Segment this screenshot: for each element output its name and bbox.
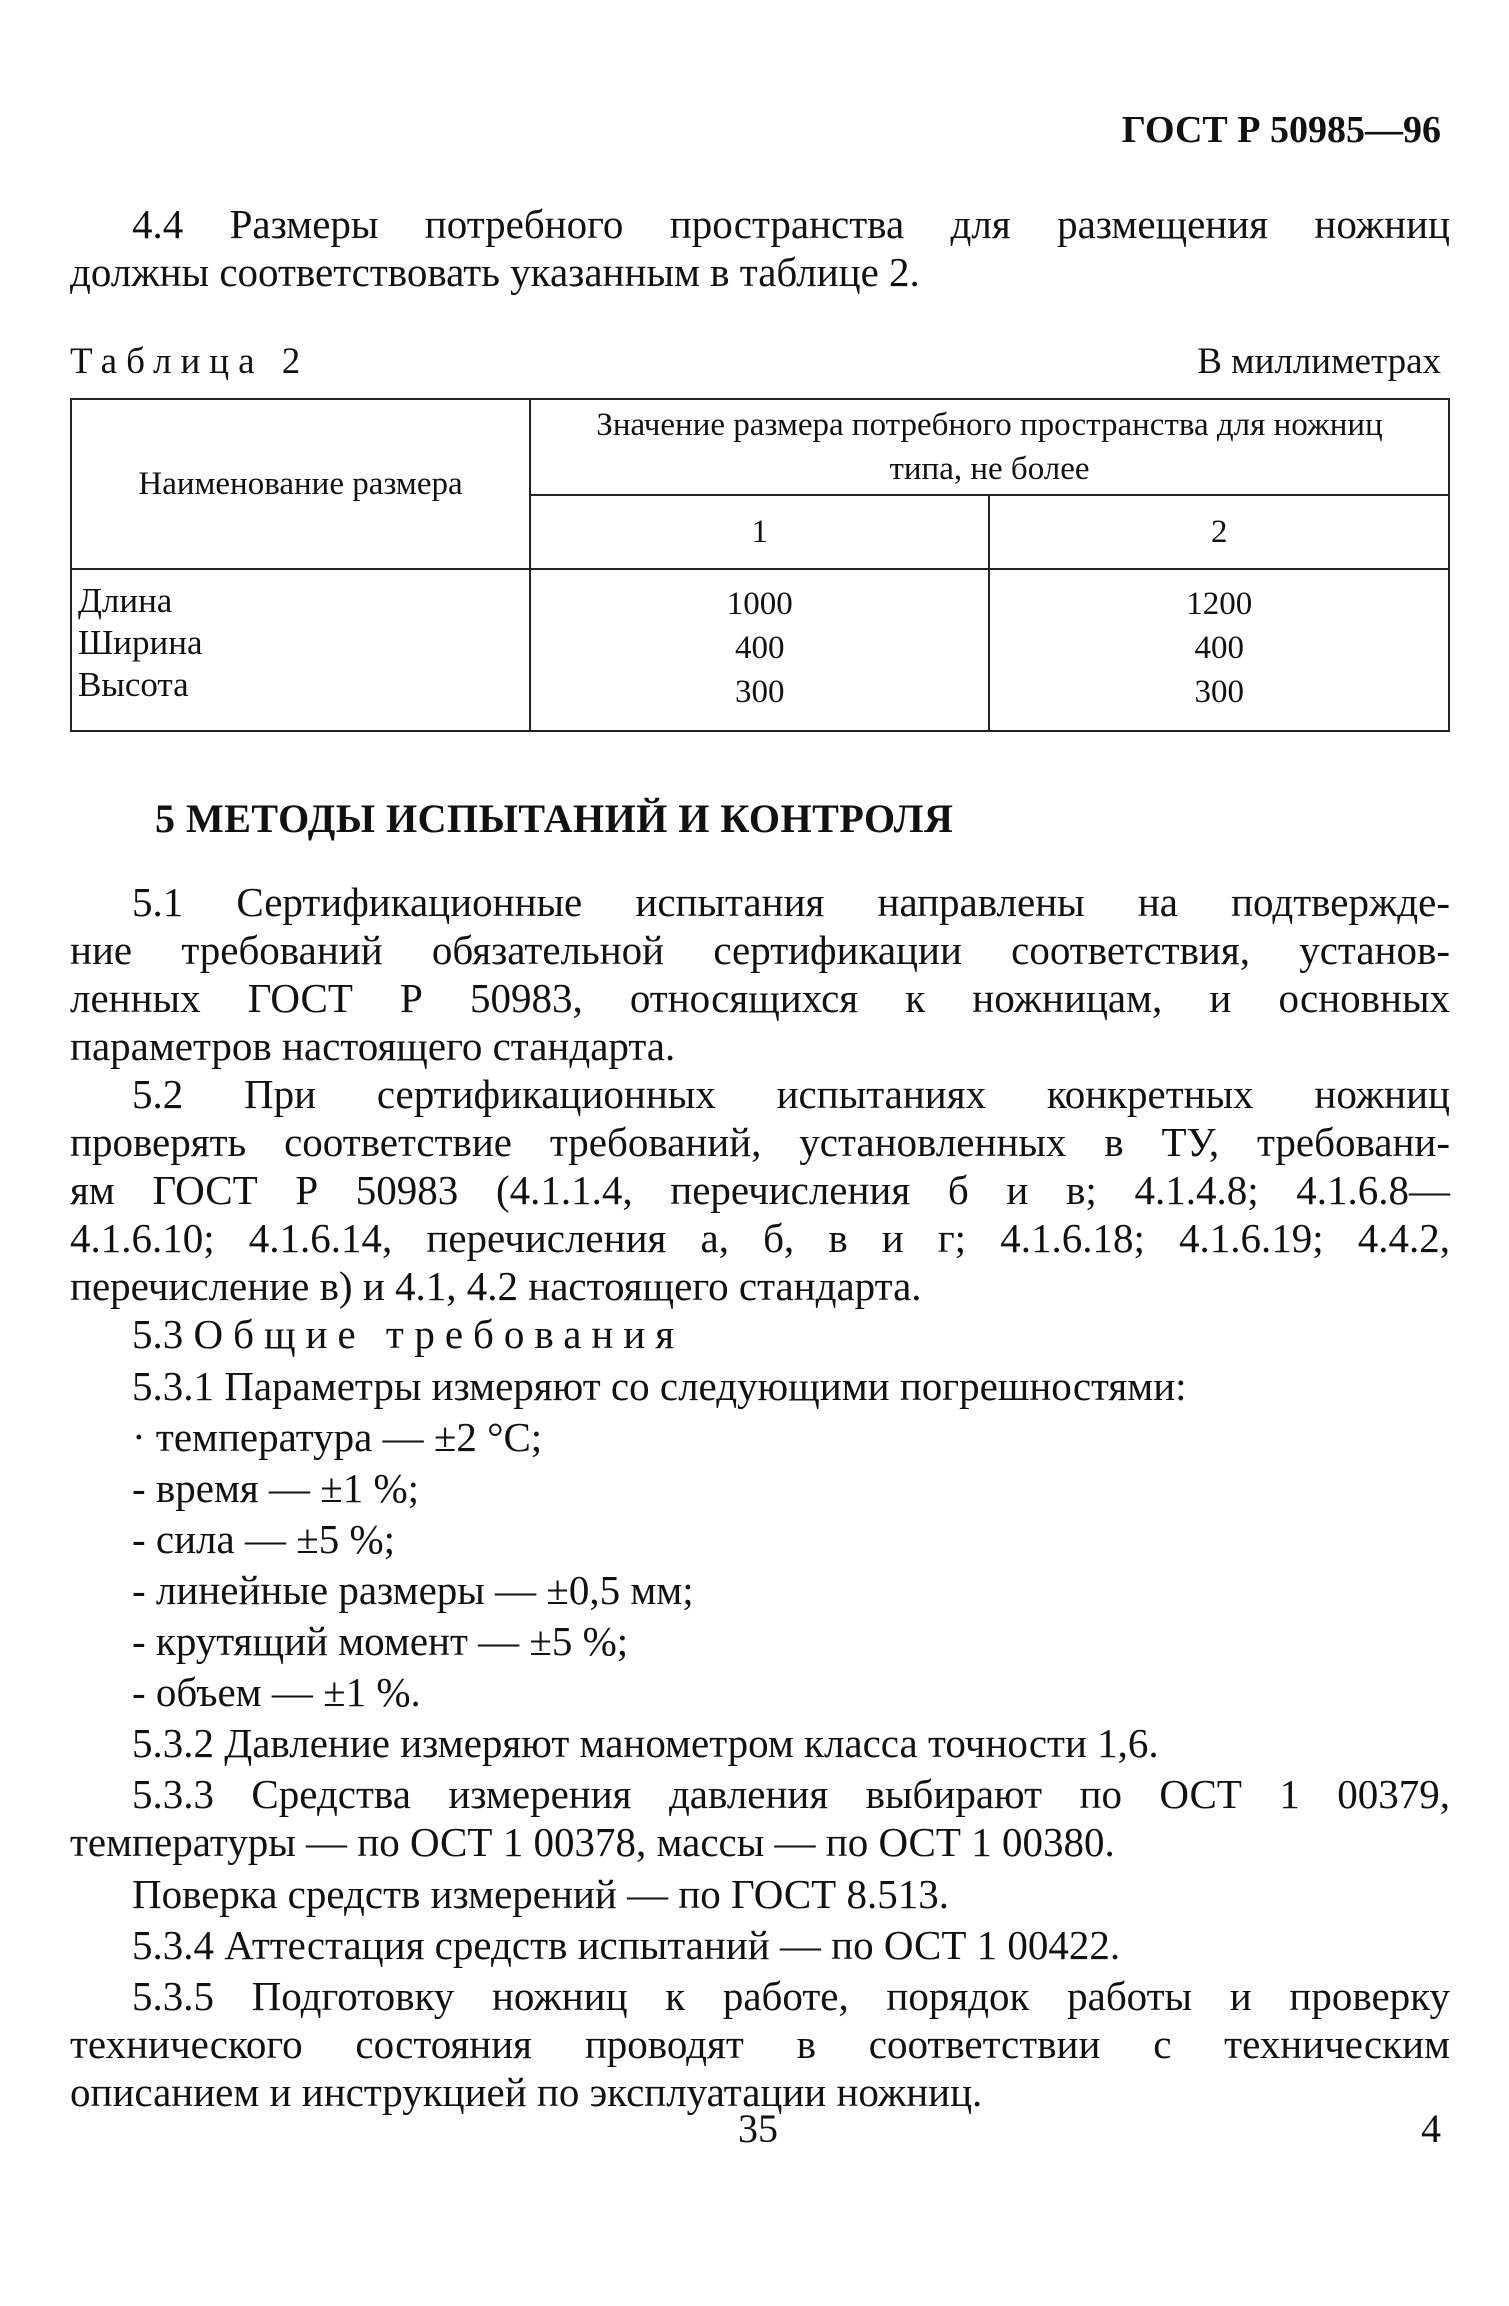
text-line: технического состояния проводят в соответствии с техническим — [70, 2021, 1450, 2067]
paragraph-5-2 — [70, 1070, 1450, 1310]
table-cell: 400 — [1194, 630, 1244, 666]
table-cell: 300 — [734, 674, 785, 710]
sub-header-type-2: 2 — [989, 495, 1449, 569]
col-value-header: Значение размера потребного пространства для ножниц типа, не более — [530, 399, 1449, 495]
tolerance-item: - объем — ±1 %. — [132, 1669, 421, 1715]
text-line: 5.1 Сертификационные испытания направлены на подтвержде- — [132, 879, 1450, 925]
table-caption: Таблица 2 — [70, 341, 310, 382]
tolerance-item: - время — ±1 %; — [132, 1465, 420, 1511]
text-line: ние требований обязательной сертификации соответствия, установ- — [70, 927, 1450, 973]
intro-paragraph — [70, 200, 1450, 296]
paragraph-5-3-4: 5.3.4 Аттестация средств испытаний — по ОСТ 1 00422. — [132, 1922, 1121, 1968]
paragraph-5-3-3-verification: Поверка средств измерений — по ГОСТ 8.513. — [132, 1871, 949, 1917]
table-cell: 400 — [734, 630, 785, 666]
row-names-cell — [71, 569, 530, 731]
paragraph-5-3-5 — [70, 1972, 1450, 2116]
text-line: температуры — по ОСТ 1 00378, массы — по ОСТ 1 00380. — [70, 1819, 1115, 1865]
row-name: Длина — [78, 581, 173, 620]
paragraph-5-3-2: 5.3.2 Давление измеряют манометром класса точности 1,6. — [132, 1720, 1159, 1766]
intro-line: 4.4 Размеры потребного пространства для размещения ножниц — [132, 201, 1450, 247]
tolerance-item: - сила — ±5 %; — [132, 1516, 395, 1562]
text-line: 4.1.6.10; 4.1.6.14, перечисления а, б, в и г; 4.1.6.18; 4.1.6.19; 4.4.2, — [70, 1215, 1450, 1261]
paragraph-5-1 — [70, 878, 1450, 1070]
size-table — [70, 398, 1450, 732]
text-line: 5.3.3 Средства измерения давления выбирают по ОСТ 1 00379, — [132, 1771, 1450, 1817]
page-number: 35 — [738, 2106, 778, 2151]
paragraph-5-3 — [132, 1310, 684, 1358]
text-line: параметров настоящего стандарта. — [70, 1023, 676, 1069]
text-line: 5.2 При сертификационных испытаниях конкретных ножниц — [132, 1071, 1450, 1117]
section-title: 5 МЕТОДЫ ИСПЫТАНИЙ И КОНТРОЛЯ — [155, 796, 954, 841]
sub-header-type-1: 1 — [530, 495, 989, 569]
table-cell: 300 — [1194, 674, 1244, 710]
text-line: 5.3.5 Подготовку ножниц к работе, порядок работы и проверку — [132, 1973, 1450, 2019]
text-line: ям ГОСТ Р 50983 (4.1.1.4, перечисления б и в; 4.1.4.8; 4.1.6.8— — [70, 1167, 1450, 1213]
paragraph-5-3-1: 5.3.1 Параметры измеряют со следующими погрешностями: — [132, 1363, 1187, 1409]
row-name: Ширина — [78, 623, 203, 662]
text-line: перечисление в) и 4.1, 4.2 настоящего стандарта. — [70, 1263, 922, 1309]
text-line: ленных ГОСТ Р 50983, относящихся к ножницам, и основных — [70, 975, 1450, 1021]
sheet-number: 4 — [1421, 2106, 1441, 2151]
table-unit: В миллиметрах — [1197, 341, 1441, 382]
paragraph-5-3-3 — [70, 1770, 1450, 1866]
clause-number: 5.3 — [132, 1311, 184, 1357]
row-name: Высота — [78, 665, 189, 704]
text-line: описанием и инструкцией по эксплуатации ножниц. — [70, 2069, 983, 2115]
tolerance-item: - крутящий момент — ±5 %; — [132, 1618, 629, 1664]
tolerance-item: · температура — ±2 °С; — [132, 1414, 543, 1460]
type-2-values-cell — [989, 569, 1449, 731]
text-line: проверять соответствие требований, установленных в ТУ, требовани- — [70, 1119, 1450, 1165]
clause-title: Общие требования — [193, 1311, 685, 1357]
table-cell: 1000 — [726, 586, 793, 622]
document-header: ГОСТ Р 50985—96 — [1121, 109, 1441, 151]
col-name-header: Наименование размера — [71, 399, 530, 569]
tolerance-item: - линейные размеры — ±0,5 мм; — [132, 1567, 694, 1613]
type-1-values-cell — [530, 569, 989, 731]
table-cell: 1200 — [1186, 586, 1253, 622]
intro-line: должны соответствовать указанным в таблице 2. — [70, 249, 920, 295]
